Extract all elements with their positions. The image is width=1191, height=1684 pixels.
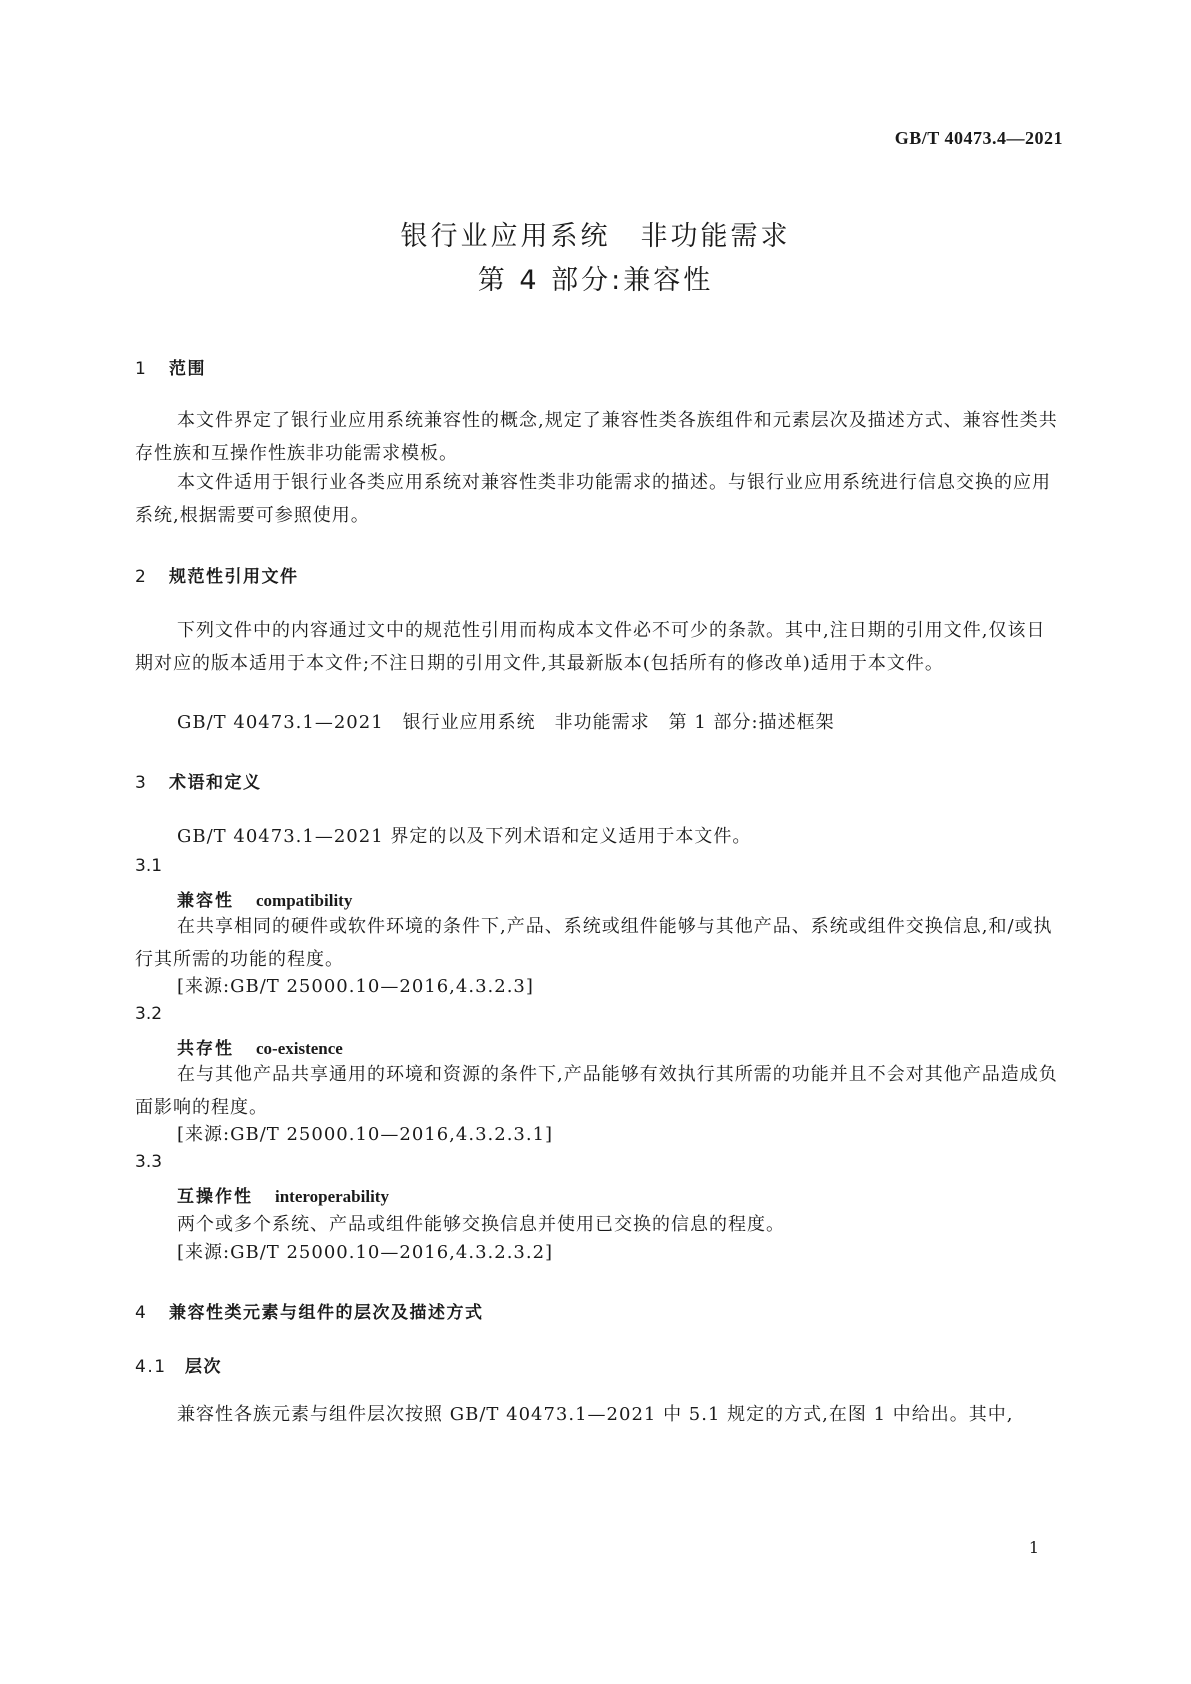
section-1-paragraph-1: 本文件界定了银行业应用系统兼容性的概念,规定了兼容性类各族组件和元素层次及描述方式、兼容性类共存性族和互操作性族非功能需求模板。	[135, 410, 1058, 464]
section-2-number: 2	[135, 567, 148, 587]
normative-reference: GB/T 40473.1—2021 银行业应用系统 非功能需求 第 1 部分:描述框架	[177, 712, 835, 733]
section-4-title: 兼容性类元素与组件的层次及描述方式	[169, 1303, 484, 1323]
term-heading	[177, 1182, 389, 1207]
term-chinese: 兼容性	[177, 891, 234, 911]
section-4-number: 4	[135, 1303, 148, 1323]
section-2-heading	[135, 562, 299, 587]
term-definition: 两个或多个系统、产品或组件能够交换信息并使用已交换的信息的程度。	[177, 1214, 785, 1235]
section-4-heading	[135, 1298, 484, 1323]
term-english: interoperability	[275, 1187, 389, 1206]
section-1-heading	[135, 354, 206, 379]
term-number: 3.2	[135, 1004, 163, 1024]
section-3-title: 术语和定义	[169, 773, 262, 793]
term-heading	[177, 886, 352, 911]
term-source: [来源:GB/T 25000.10—2016,4.3.2.3.2]	[177, 1242, 554, 1263]
page-number: 1	[1028, 1538, 1039, 1557]
section-1-number: 1	[135, 359, 148, 379]
section-4-1-heading	[135, 1352, 222, 1377]
section-4-1-number: 4.1	[135, 1357, 167, 1377]
term-english: compatibility	[256, 891, 353, 910]
document-title-line2: 第 4 部分:兼容性	[477, 265, 714, 296]
section-3-number: 3	[135, 773, 148, 793]
section-3-heading	[135, 768, 262, 793]
document-title-line1: 银行业应用系统 非功能需求	[400, 221, 791, 252]
term-heading	[177, 1034, 343, 1059]
term-definition: 在共享相同的硬件或软件环境的条件下,产品、系统或组件能够与其他产品、系统或组件交换信息,和/或执行其所需的功能的程度。	[135, 916, 1053, 970]
section-2-paragraph-1: 下列文件中的内容通过文中的规范性引用而构成本文件必不可少的条款。其中,注日期的引用文件,仅该日期对应的版本适用于本文件;不注日期的引用文件,其最新版本(包括所有的修改单)适用于本文件。	[135, 620, 1046, 674]
term-number: 3.3	[135, 1152, 163, 1172]
term-number: 3.1	[135, 856, 163, 876]
section-4-1-title: 层次	[185, 1357, 222, 1377]
term-definition: 在与其他产品共享通用的环境和资源的条件下,产品能够有效执行其所需的功能并且不会对其他产品造成负面影响的程度。	[135, 1064, 1058, 1118]
term-source: [来源:GB/T 25000.10—2016,4.3.2.3]	[177, 976, 534, 997]
section-2-title: 规范性引用文件	[169, 567, 299, 587]
section-1-paragraph-2: 本文件适用于银行业各类应用系统对兼容性类非功能需求的描述。与银行业应用系统进行信息交换的应用系统,根据需要可参照使用。	[135, 472, 1051, 526]
term-chinese: 互操作性	[177, 1187, 253, 1207]
standard-number: GB/T 40473.4—2021	[894, 128, 1063, 148]
term-english: co-existence	[256, 1039, 343, 1058]
term-source: [来源:GB/T 25000.10—2016,4.3.2.3.1]	[177, 1124, 554, 1145]
section-1-title: 范围	[169, 359, 206, 379]
section-4-1-paragraph: 兼容性各族元素与组件层次按照 GB/T 40473.1—2021 中 5.1 规定的方式,在图 1 中给出。其中,	[177, 1404, 1014, 1425]
term-chinese: 共存性	[177, 1039, 234, 1059]
section-3-intro: GB/T 40473.1—2021 界定的以及下列术语和定义适用于本文件。	[177, 826, 752, 847]
